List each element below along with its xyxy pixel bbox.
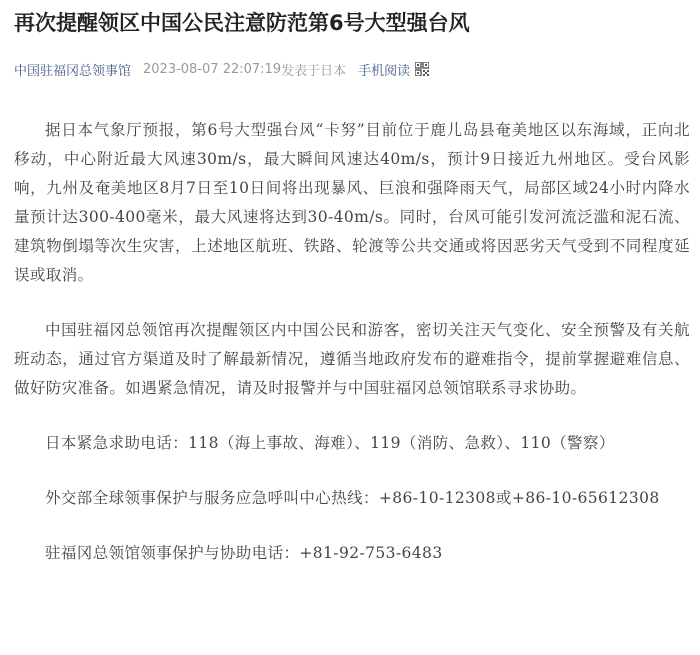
paragraph-reminder: 中国驻福冈总领馆再次提醒领区内中国公民和游客，密切关注天气变化、安全预警及有关航班动态，通过官方渠道及时了解最新情况，遵循当地政府发布的避难指令，提前掌握避难信息、做好防灾准备。如遇紧急情况，请及时报警并与中国驻福冈总领馆联系寻求协助。 [14,321,690,397]
qr-code-icon[interactable] [415,62,429,76]
paragraph-mfa-hotline: 外交部全球领事保护与服务应急呼叫中心热线：+86-10-12308或+86-10-65612308 [45,489,660,507]
article-title: 再次提醒领区中国公民注意防范第6号大型强台风 [14,11,470,35]
source-link[interactable]: 中国驻福冈总领事馆 [14,63,132,79]
publish-time: 2023-08-07 22:07:19 [143,61,282,77]
publish-location: 发表于日本 [281,63,347,79]
paragraph-consulate-phone: 驻福冈总领馆领事保护与协助电话：+81-92-753-6483 [45,544,443,562]
paragraph-emergency-numbers: 日本紧急求助电话：118（海上事故、海难）、119（消防、急救）、110（警察） [45,434,615,452]
article-body [14,116,690,590]
mobile-read-link[interactable]: 手机阅读 [358,63,411,79]
paragraph-forecast: 据日本气象厅预报，第6号大型强台风“卡努”目前位于鹿儿岛县奄美地区以东海域，正向北移动，中心附近最大风速30m/s，最大瞬间风速达40m/s，预计9日接近九州地区。受台风影响，九州及奄美地区8月7日至10日间将出现暴风、巨浪和强降雨天气，局部区域24小时内降水量预计达300-400毫米，最大风速将达到30-40m/s。同时，台风可能引发河流泛滥和泥石流、建筑物倒塌等次生灾害，上述地区航班、铁路、轮渡等公共交通或将因恶劣天气受到不同程度延误或取消。 [14,121,690,284]
article-meta [14,58,429,80]
